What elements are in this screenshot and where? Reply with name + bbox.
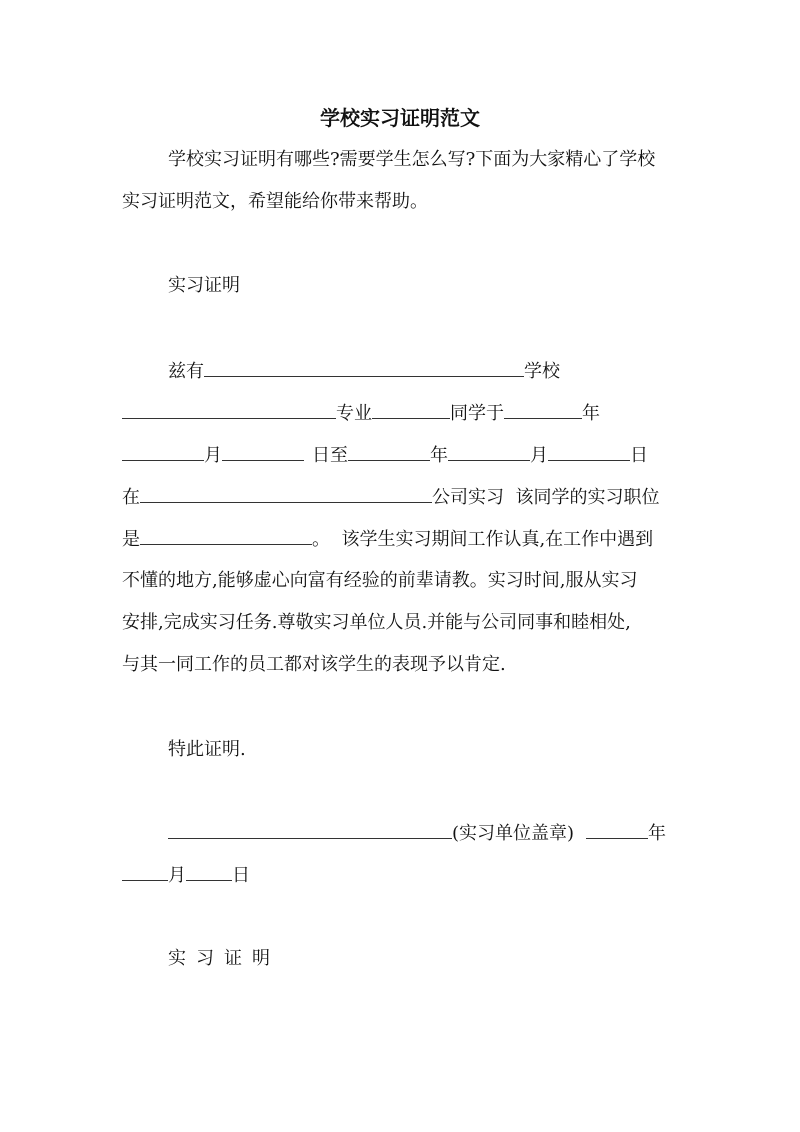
label-company-intern: 公司实习 该同学的实习职位: [432, 487, 660, 508]
form-line-school: [168, 358, 728, 385]
company-name-blank[interactable]: [140, 484, 432, 503]
sign-year-blank[interactable]: [586, 820, 648, 839]
label-school: 学校: [524, 361, 560, 382]
label-student-on: 同学于: [450, 403, 504, 424]
closing-statement: 特此证明.: [168, 739, 246, 760]
intro-paragraph-line-1: 学校实习证明有哪些?需要学生怎么写?下面为大家精心了学校: [168, 149, 656, 170]
label-zi-you: 兹有: [168, 361, 204, 382]
body-text-line-7: 安排,完成实习任务.尊敬实习单位人员.并能与公司同事和睦相处,: [122, 612, 631, 633]
document-title: 学校实习证明范文: [320, 106, 480, 130]
form-line-dates: [122, 442, 682, 469]
school-name-blank[interactable]: [204, 358, 524, 377]
sign-month-blank[interactable]: [122, 862, 168, 881]
label-year: 年: [582, 403, 600, 424]
major-blank[interactable]: [122, 400, 336, 419]
label-sign-day: 日: [232, 865, 250, 886]
section-heading-internship-certificate: 实习证明: [168, 275, 240, 296]
signature-date-line: [122, 862, 682, 889]
sign-day-blank[interactable]: [186, 862, 232, 881]
label-end-month: 月: [530, 445, 548, 466]
label-major: 专业: [336, 403, 372, 424]
label-is: 是: [122, 529, 140, 550]
label-sign-month: 月: [168, 865, 186, 886]
company-seal-blank[interactable]: [168, 820, 452, 839]
intro-paragraph-line-2: 实习证明范文，希望能给你带来帮助。: [122, 191, 428, 212]
start-day-blank[interactable]: [222, 442, 304, 461]
label-month: 月: [204, 445, 222, 466]
text-work-attitude: 。 该学生实习期间工作认真,在工作中遇到: [312, 529, 654, 550]
label-end-year: 年: [430, 445, 448, 466]
student-name-blank[interactable]: [372, 400, 450, 419]
label-end-day: 日: [630, 445, 648, 466]
position-blank[interactable]: [140, 526, 312, 545]
label-at: 在: [122, 487, 140, 508]
label-sign-year: 年: [648, 823, 667, 844]
end-day-blank[interactable]: [548, 442, 630, 461]
start-month-blank[interactable]: [122, 442, 204, 461]
section-heading-internship-certificate-2: 实习证明: [168, 948, 280, 969]
end-month-blank[interactable]: [448, 442, 530, 461]
label-day-to: 日至: [312, 445, 348, 466]
body-text-line-6: 不懂的地方,能够虚心向富有经验的前辈请教。实习时间,服从实习: [122, 570, 638, 591]
signature-line: [168, 820, 728, 847]
form-line-position: [122, 526, 682, 553]
end-year-blank[interactable]: [348, 442, 430, 461]
form-line-company: [122, 484, 682, 511]
start-year-blank[interactable]: [504, 400, 582, 419]
body-text-line-8: 与其一同工作的员工都对该学生的表现予以肯定.: [122, 654, 506, 675]
label-company-seal: (实习单位盖章): [452, 823, 575, 844]
form-line-major: [122, 400, 682, 427]
